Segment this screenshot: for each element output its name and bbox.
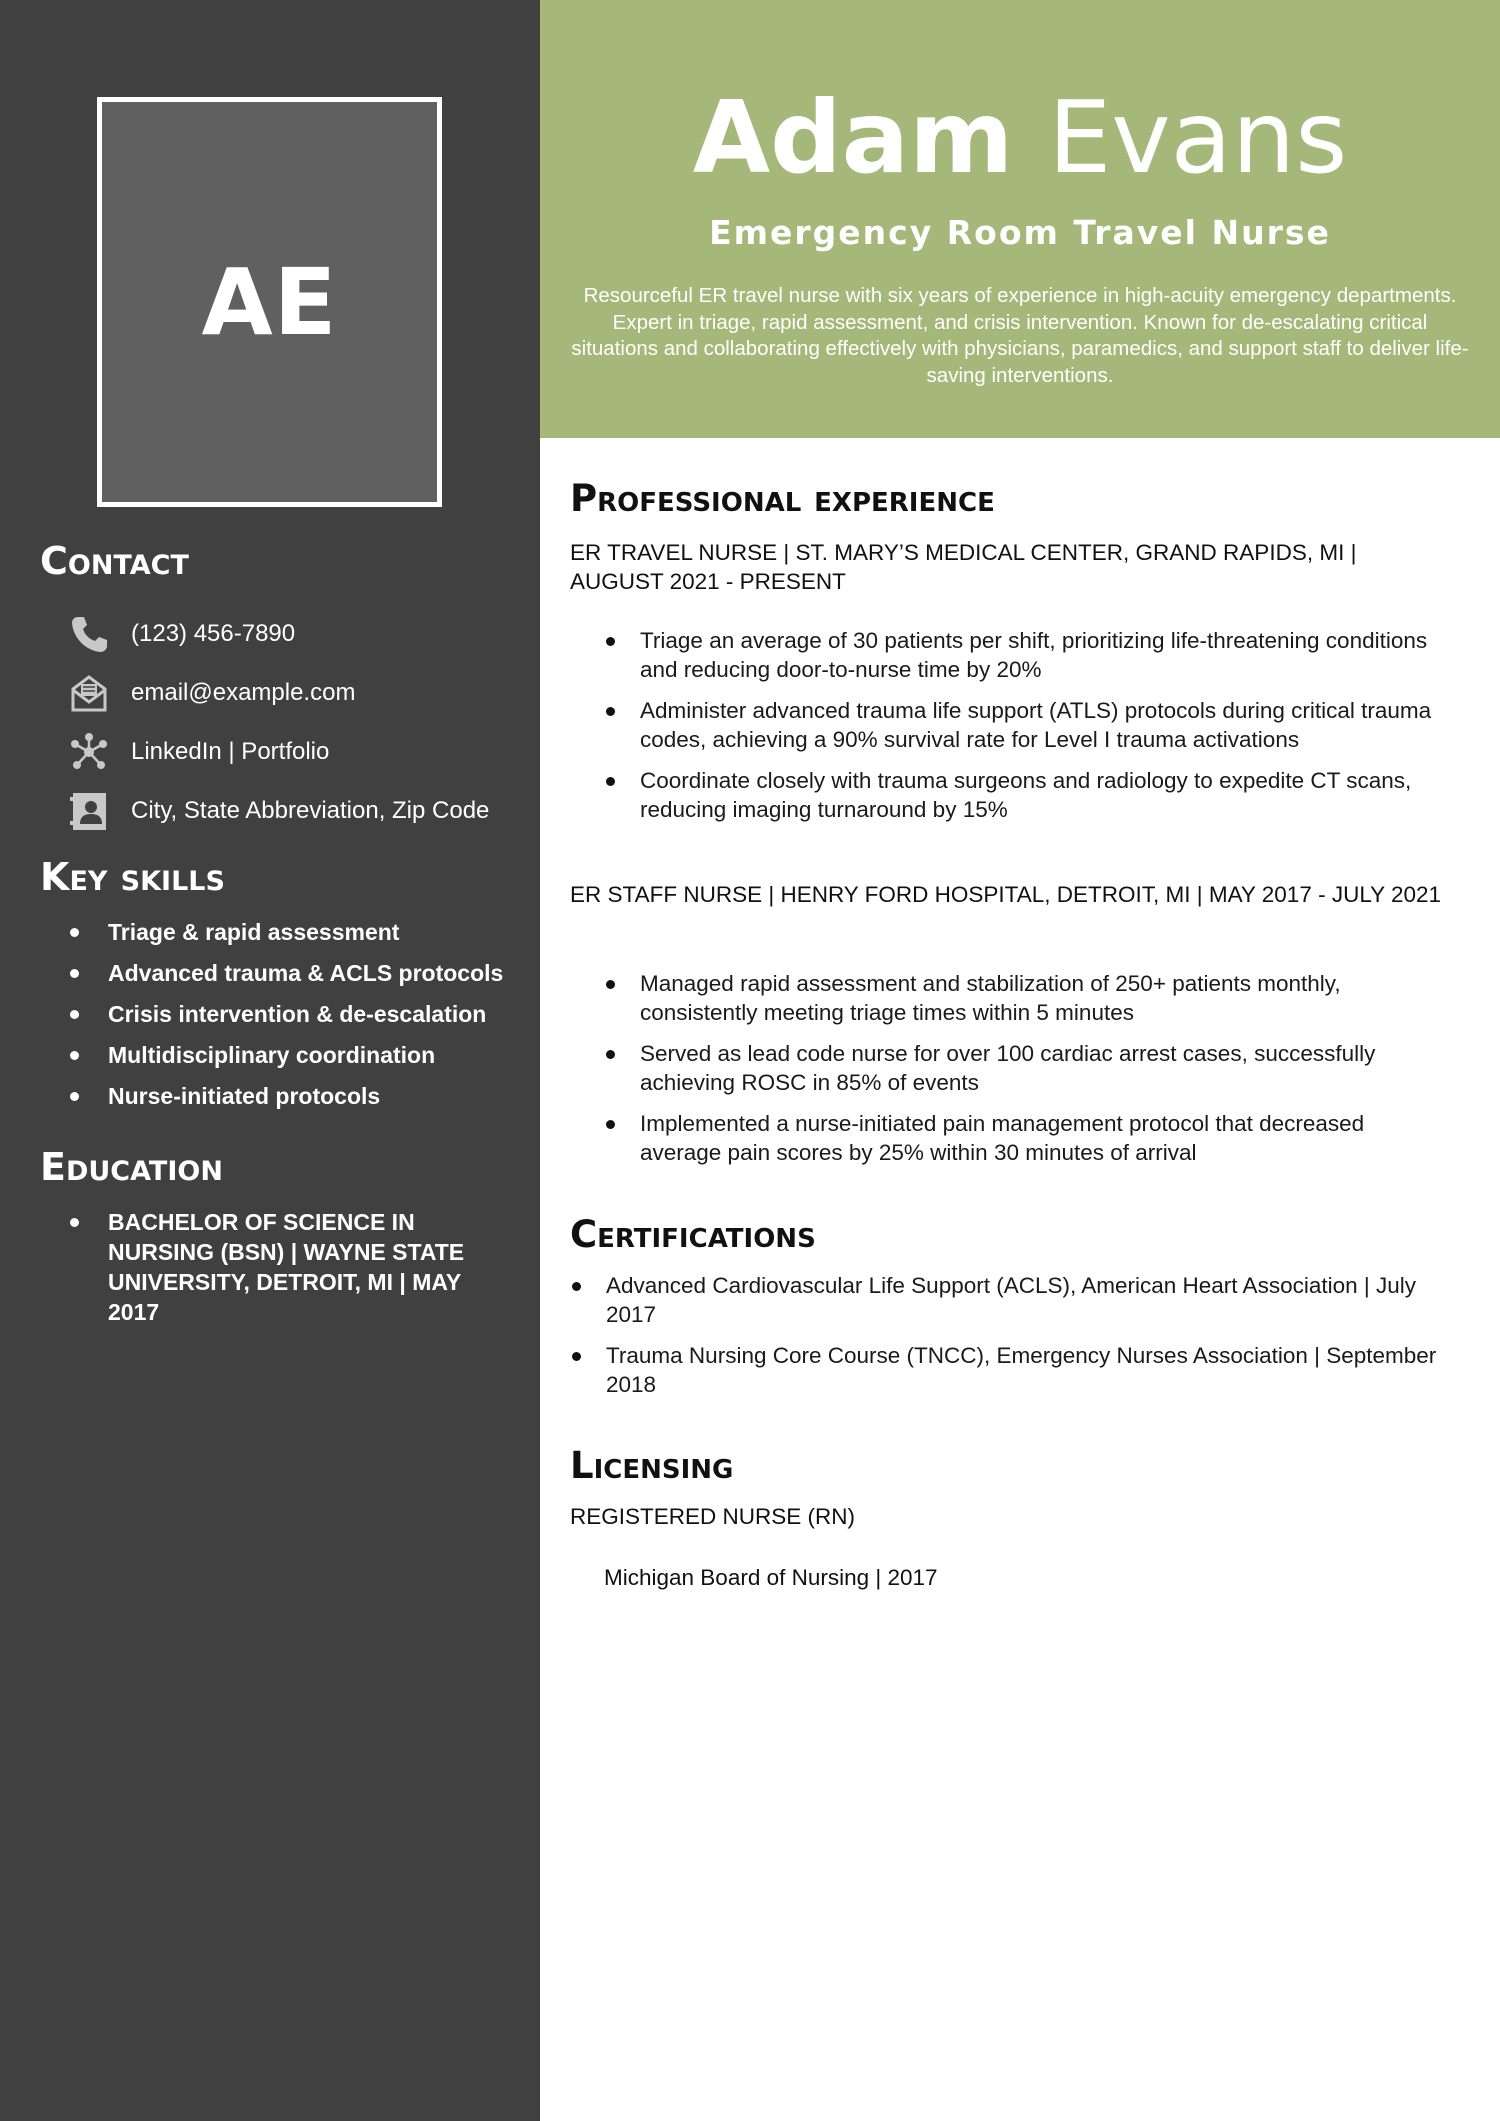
education-item: BACHELOR OF SCIENCE IN NURSING (BSN) | WAYNE STATE UNIVERSITY, DETROIT, MI | MAY 2017 — [68, 1207, 498, 1327]
contact-links-text: LinkedIn | Portfolio — [131, 737, 330, 765]
licensing-heading: Licensing — [570, 1444, 734, 1487]
job-title: Emergency Room Travel Nurse — [709, 213, 1331, 252]
summary: Resourceful ER travel nurse with six years of experience in high-acuity emergency departments. Expert in triage, rapid assessment, and crisis intervention. Known for de-escalating critical situations and collaborating effectively with physicians, paramedics, and support staff to deliver life-saving interventions. — [571, 284, 1469, 387]
job-bullet: Managed rapid assessment and stabilization of 250+ patients monthly, consistently meeting triage times within 5 minutes — [600, 969, 1450, 1027]
contact-email — [66, 663, 526, 722]
contact-email-text: email@example.com — [131, 678, 356, 706]
monogram-box — [97, 97, 442, 507]
certifications-list — [570, 1271, 1450, 1411]
skill-item: Triage & rapid assessment — [68, 915, 528, 956]
contact-card-icon — [66, 790, 112, 832]
job-header: ER STAFF NURSE | HENRY FORD HOSPITAL, DETROIT, MI | MAY 2017 - JULY 2021 — [570, 882, 1442, 907]
skills-heading: Key skills — [40, 855, 225, 899]
skills-list — [68, 915, 528, 1120]
header-banner — [540, 0, 1500, 438]
contact-links — [66, 722, 526, 781]
contact-phone — [66, 604, 526, 663]
skill-item: Crisis intervention & de-escalation — [68, 997, 528, 1038]
certifications-heading: Certifications — [570, 1213, 816, 1256]
skill-item: Nurse-initiated protocols — [68, 1079, 528, 1120]
full-name — [540, 79, 1500, 196]
contact-address-text: City, State Abbreviation, Zip Code — [131, 796, 490, 824]
network-icon — [66, 731, 112, 773]
job-bullets — [600, 969, 1450, 1179]
envelope-icon — [66, 672, 112, 714]
monogram-initials: AE — [201, 248, 338, 356]
job-bullet: Served as lead code nurse for over 100 cardiac arrest cases, successfully achieving ROSC in 85% of events — [600, 1039, 1450, 1097]
job-bullet: Triage an average of 30 patients per shift, prioritizing life-threatening conditions and reducing door-to-nurse time by 20% — [600, 626, 1450, 684]
phone-icon — [66, 613, 112, 655]
education-heading: Education — [40, 1145, 223, 1189]
job-header: ER TRAVEL NURSE | ST. MARY’S MEDICAL CENTER, GRAND RAPIDS, MI | AUGUST 2021 - PRESENT — [570, 540, 1357, 594]
job-bullet: Implemented a nurse-initiated pain management protocol that decreased average pain scores by 25% within 30 minutes of arrival — [600, 1109, 1450, 1167]
contact-address — [66, 781, 526, 840]
certification-item: Advanced Cardiovascular Life Support (ACLS), American Heart Association | July 2017 — [570, 1271, 1450, 1329]
skill-item: Multidisciplinary coordination — [68, 1038, 528, 1079]
contact-heading: Contact — [40, 539, 189, 583]
education-list — [68, 1207, 498, 1327]
job-bullet: Coordinate closely with trauma surgeons and radiology to expedite CT scans, reducing imaging turnaround by 15% — [600, 766, 1450, 824]
contact-phone-text: (123) 456-7890 — [131, 619, 296, 647]
skill-item: Advanced trauma & ACLS protocols — [68, 956, 528, 997]
last-name: Evans — [1048, 79, 1348, 196]
experience-heading: Professional experience — [570, 477, 995, 520]
first-name: Adam — [692, 79, 1014, 196]
license-detail: Michigan Board of Nursing | 2017 — [604, 1565, 938, 1590]
certification-item: Trauma Nursing Core Course (TNCC), Emergency Nurses Association | September 2018 — [570, 1341, 1450, 1399]
contact-list — [66, 604, 526, 840]
job-bullets — [600, 626, 1450, 836]
sidebar — [0, 0, 540, 2121]
license-title: REGISTERED NURSE (RN) — [570, 1504, 856, 1529]
job-bullet: Administer advanced trauma life support (ATLS) protocols during critical trauma codes, achieving a 90% survival rate for Level I trauma activations — [600, 696, 1450, 754]
